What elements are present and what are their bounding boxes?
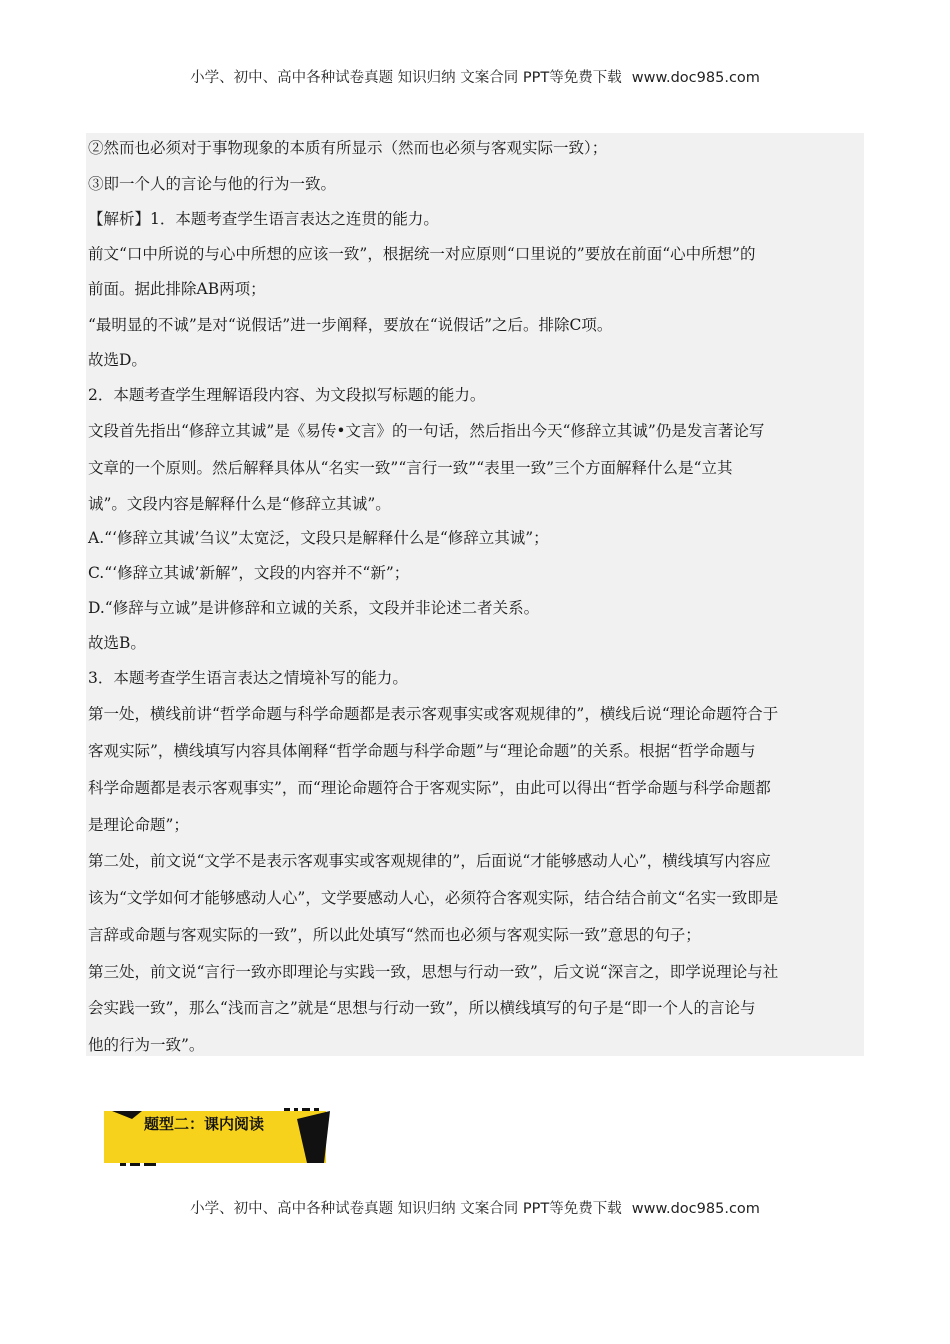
text-line: 科学命题都是表示客观事实”，而“理论命题符合于客观实际”，由此可以得出“哲学命题与科学命题都 [88, 779, 771, 797]
page-footer [0, 1197, 950, 1218]
text-line: 第一处，横线前讲“哲学命题与科学命题都是表示客观事实或客观规律的”，横线后说“理论命题符合于 [88, 705, 779, 723]
text-line: “最明显的不诚”是对“说假话”进一步阐释，要放在“说假话”之后。排除C项。 [88, 316, 613, 334]
text-line: 前文“口中所说的与心中所想的应该一致”，根据统一对应原则“口里说的”要放在前面“心中所想”的 [88, 245, 756, 263]
text-line: C.“‘修辞立其诚’新解”，文段的内容并不“新”； [88, 564, 410, 582]
text-line: 客观实际”，横线填写内容具体阐释“哲学命题与科学命题”与“理论命题”的关系。根据“哲学命题与 [88, 742, 756, 760]
text-line: 【解析】1．本题考查学生语言表达之连贯的能力。 [88, 210, 439, 228]
text-line: 诚”。文段内容是解释什么是“修辞立其诚”。 [88, 495, 391, 513]
text-line: D.“修辞与立诚”是讲修辞和立诚的关系，文段并非论述二者关系。 [88, 599, 540, 617]
text-line: 他的行为一致”。 [88, 1036, 205, 1054]
section-tag-label: 题型二：课内阅读 [144, 1115, 265, 1133]
text-line: 2．本题考查学生理解语段内容、为文段拟写标题的能力。 [88, 386, 486, 404]
text-line: ②然而也必须对于事物现象的本质有所显示（然而也必须与客观实际一致）； [88, 139, 608, 157]
text-line: 是理论命题”； [88, 816, 189, 834]
text-line: 第三处，前文说“言行一致亦即理论与实践一致，思想与行动一致”，后文说“深言之，即学说理论与社 [88, 963, 779, 981]
text-line: 会实践一致”，那么“浅而言之”就是“思想与行动一致”，所以横线填写的句子是“即一个人的言论与 [88, 999, 756, 1017]
text-line: 故选B。 [88, 634, 146, 652]
header-text: 小学、初中、高中各种试卷真题 知识归纳 文案合同 PPT等免费下载 [190, 70, 622, 86]
text-line: 文章的一个原则。然后解释具体从“名实一致”“言行一致”“表里一致”三个方面解释什么是“立其 [88, 459, 733, 477]
text-line: 前面。据此排除AB两项； [88, 280, 266, 298]
text-line: 言辞或命题与客观实际的一致”，所以此处填写“然而也必须与客观实际一致”意思的句子； [88, 926, 701, 944]
text-line: 文段首先指出“修辞立其诚”是《易传•文言》的一句话，然后指出今天“修辞立其诚”仍是发言著论写 [88, 422, 765, 440]
text-line: ③即一个人的言论与他的行为一致。 [88, 175, 337, 193]
text-line: 3．本题考查学生语言表达之情境补写的能力。 [88, 669, 408, 687]
text-line: 该为“文学如何才能够感动人心”，文学要感动人心，必须符合客观实际，结合结合前文“名实一致即是 [88, 889, 779, 907]
text-line: A.“‘修辞立其诚’刍议”太宽泛，文段只是解释什么是“修辞立其诚”； [88, 529, 549, 547]
answer-explanation-panel [86, 133, 864, 1056]
header-url[interactable]: www.doc985.com [631, 70, 760, 86]
text-line: 故选D。 [88, 351, 147, 369]
section-heading-tag [102, 1107, 330, 1167]
page-header [0, 66, 950, 87]
text-line: 第二处，前文说“文学不是表示客观事实或客观规律的”，后面说“才能够感动人心”，横线填写内容应 [88, 852, 771, 870]
footer-url[interactable]: www.doc985.com [631, 1201, 760, 1217]
footer-text: 小学、初中、高中各种试卷真题 知识归纳 文案合同 PPT等免费下载 [190, 1201, 622, 1217]
